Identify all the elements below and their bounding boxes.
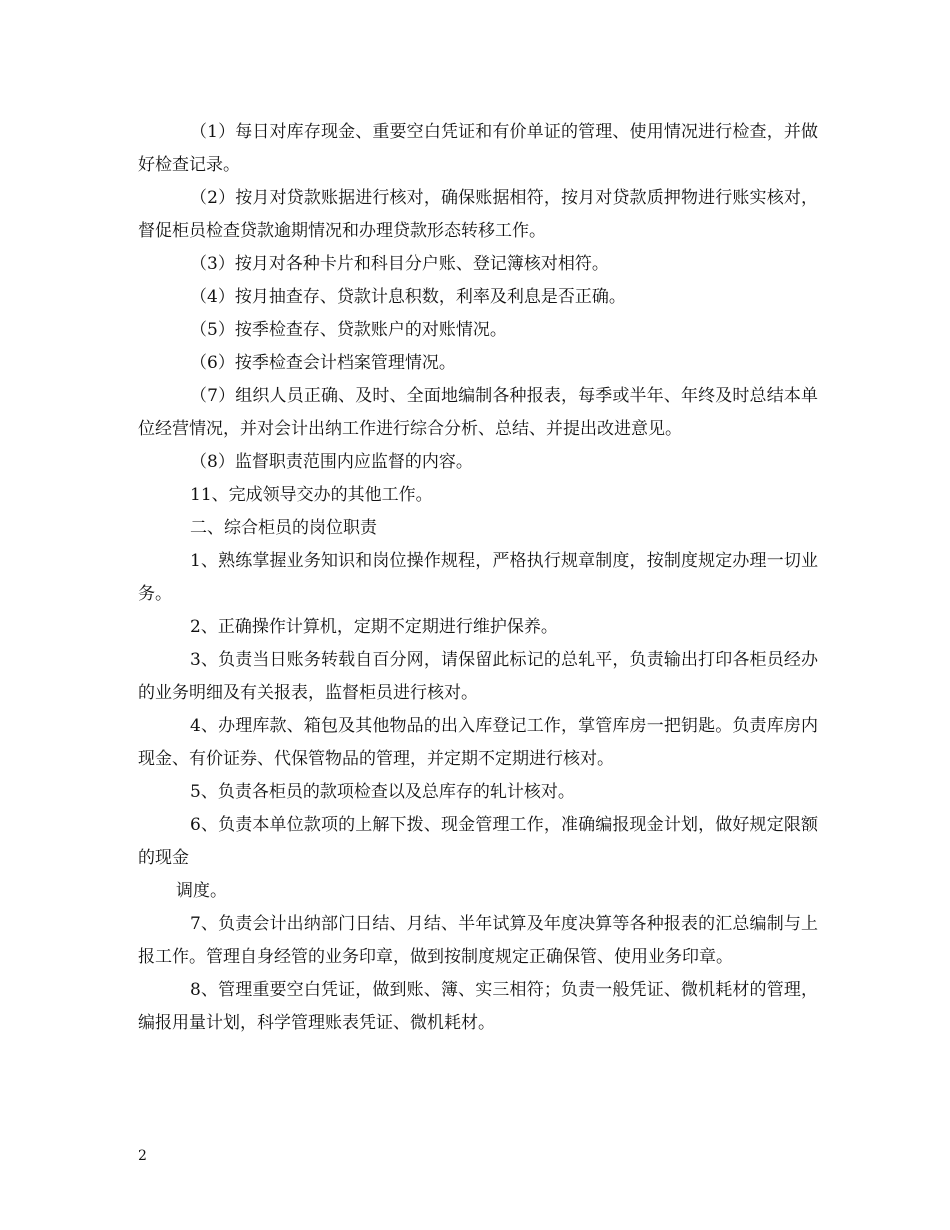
paragraph-7: （7）组织人员正确、及时、全面地编制各种报表，每季或半年、年终及时总结本单位经营情况，并对会计出纳工作进行综合分析、总结、并提出改进意见。 <box>138 386 818 439</box>
paragraph-15: 5、负责各柜员的款项检查以及总库存的轧计核对。 <box>190 782 575 802</box>
paragraph-19: 8、管理重要空白凭证，做到账、簿、实三相符；负责一般凭证、微机耗材的管理，编报用量计划，科学管理账表凭证、微机耗材。 <box>138 980 818 1033</box>
paragraph-16: 6、负责本单位款项的上解下拨、现金管理工作，准确编报现金计划，做好规定限额的现金 <box>138 815 818 868</box>
paragraph-3: （3）按月对各种卡片和科目分户账、登记簿核对相符。 <box>190 254 609 274</box>
paragraph-9: 11、完成领导交办的其他工作。 <box>190 485 433 505</box>
paragraph-2: （2）按月对贷款账据进行核对，确保账据相符，按月对贷款质押物进行账实核对，督促柜员检查贷款逾期情况和办理贷款形态转移工作。 <box>138 188 818 241</box>
paragraph-12: 2、正确操作计算机，定期不定期进行维护保养。 <box>190 617 558 637</box>
paragraph-14: 4、办理库款、箱包及其他物品的出入库登记工作，掌管库房一把钥匙。负责库房内现金、有价证券、代保管物品的管理，并定期不定期进行核对。 <box>138 716 818 769</box>
paragraph-13: 3、负责当日账务转载自百分网，请保留此标记的总轧平，负责输出打印各柜员经办的业务明细及有关报表，监督柜员进行核对。 <box>138 650 818 703</box>
paragraph-5: （5）按季检查存、贷款账户的对账情况。 <box>190 320 507 340</box>
paragraph-6: （6）按季检查会计档案管理情况。 <box>190 353 456 373</box>
paragraph-11: 1、熟练掌握业务知识和岗位操作规程，严格执行规章制度，按制度规定办理一切业务。 <box>138 551 818 604</box>
paragraph-17: 调度。 <box>176 881 227 901</box>
paragraph-18: 7、负责会计出纳部门日结、月结、半年试算及年度决算等各种报表的汇总编制与上报工作。管理自身经管的业务印章，做到按制度规定正确保管、使用业务印章。 <box>138 914 818 967</box>
section-heading: 二、综合柜员的岗位职责 <box>190 518 377 538</box>
document-body <box>138 116 818 1040</box>
paragraph-1: （1）每日对库存现金、重要空白凭证和有价单证的管理、使用情况进行检查，并做好检查记录。 <box>138 122 818 175</box>
paragraph-8: （8）监督职责范围内应监督的内容。 <box>190 452 473 472</box>
page-number: 2 <box>138 1148 147 1164</box>
paragraph-4: （4）按月抽查存、贷款计息积数，利率及利息是否正确。 <box>190 287 626 307</box>
